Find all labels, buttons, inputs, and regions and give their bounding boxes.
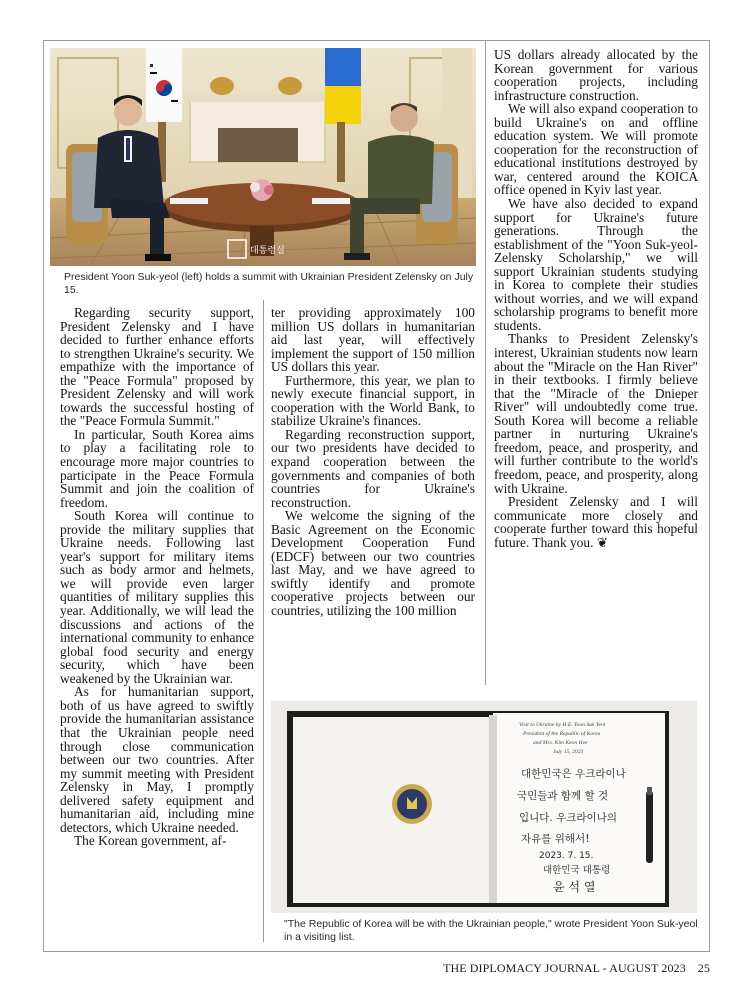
summit-illustration <box>50 48 476 266</box>
col3-paragraph <box>494 495 698 549</box>
col1-paragraph: South Korea will continue to provide the military supplies that Ukraine needs. Following last year's support for military items such as body armor and helmets, we will provide even larger quantities of military supplies this year. Additionally, we will lead the discussions and actions of the international community to enhance global food security and energy security, which have been weakened by the Ukrainian war. <box>60 508 254 686</box>
col3-closing-text: President Zelensky and I will communicate more closely and cooperate further toward this hopeful future. Thank you. <box>494 494 698 550</box>
article-column-3 <box>494 48 698 549</box>
top-photo-caption <box>64 271 484 297</box>
handwriting-line-1: 대한민국은 우크라이나 <box>521 768 626 780</box>
col2-paragraph: Furthermore, this year, we plan to newly execute financial support, in cooperation with the World Bank, to stabilize Ukraine's finances. <box>271 372 475 429</box>
top-photo-caption-text: President Yoon Suk-yeol (left) holds a summit with Ukrainian President Zelensky on July 15. <box>64 271 474 296</box>
col3-paragraph: US dollars already allocated by the Korean government for various cooperation projects, including infrastructure construction. <box>494 47 698 103</box>
article-column-1 <box>60 306 254 848</box>
col3-paragraph: Thanks to President Zelensky's interest, Ukrainian students now learn about the "Miracle on the Han River" in their textbooks. I firmly believe that the "Miracle of the Dnieper River" will undoubtedly come true. South Korea will become a reliable partner in nurturing Ukraine's freedom, peace, and prosperity, and will further contribute to the world's freedom, peace, and prosperity, along with Ukraine. <box>494 331 698 496</box>
inscription-line-1: Visit to Ukraine by H.E. Yoon Suk Yeol <box>519 722 606 728</box>
col1-paragraph: Regarding security support, President Zelensky and I have decided to further enhance efforts to strengthen Ukraine's security. We empathize with the importance of the "Peace Formula" proposed by President Zelensky and will work towards the successful hosting of the "Peace Formula Summit." <box>60 305 254 429</box>
article-column-2 <box>271 306 475 618</box>
handwriting-line-4: 자유를 위해서! <box>521 833 590 845</box>
bottom-photo-caption <box>284 918 702 944</box>
handwriting-line-2: 국민들과 함께 할 것 <box>517 790 609 802</box>
inscription-line-3: and Mrs. Kim Keon Hee <box>533 740 588 746</box>
col3-paragraph: We will also expand cooperation to build Ukraine's on and offline education system. We will promote cooperation for the reconstruction of educational institutions destroyed by war, centered around the KOICA office opened in Kyiv last year. <box>494 101 698 198</box>
col3-paragraph: We have also decided to expand support for Ukraine's future generations. Through the establishment of the "Yoon Suk-yeol-Zelensky Scholarship," we will support Ukrainian students studying in Korea to complete their studies without worries, and we will expand scholarship programs to benefit more students. <box>494 196 698 333</box>
page-footer <box>443 961 710 976</box>
col1-paragraph: In particular, South Korea aims to play a facilitating role to encourage more major countries to participate in the Peace Formula Summit and join the coalition of freedom. <box>60 426 254 510</box>
guestbook-illustration <box>271 701 697 913</box>
inscription-line-2: President of the Republic of Korea <box>523 731 601 737</box>
page-number: 25 <box>697 961 710 975</box>
handwriting-date: 2023. 7. 15. <box>539 851 594 861</box>
handwriting-line-3: 입니다. 우크라이나의 <box>519 812 617 824</box>
end-mark-icon: ❦ <box>596 534 609 550</box>
publication-name: THE DIPLOMACY JOURNAL - AUGUST 2023 <box>443 961 686 975</box>
handwriting-title: 대한민국 대통령 <box>543 865 611 876</box>
col2-paragraph: We welcome the signing of the Basic Agreement on the Economic Development Cooperation Fund (EDCF) between our two countries last May, and we have agreed to swiftly identify and promote cooperative projects between our countries, utilizing the 100 million <box>271 508 475 619</box>
col2-paragraph: Regarding reconstruction support, our two presidents have decided to expand cooperation between the governments and companies of both countries for Ukraine's reconstruction. <box>271 426 475 510</box>
inscription-line-4: July 15, 2023 <box>553 749 584 755</box>
col1-paragraph: As for humanitarian support, both of us have agreed to swiftly provide the humanitarian assistance that the Ukrainian people need through close communication between our two countries. After my summit meeting with President Zelensky in May, I promptly delivered safety equipment and humanitarian aid, including mine detectors, which Ukraine needed. <box>60 684 254 835</box>
column-rule-left <box>263 300 264 942</box>
bottom-photo-caption-text: "The Republic of Korea will be with the Ukrainian people," wrote President Yoon Suk-yeol in a visiting list. <box>284 918 698 943</box>
photo-watermark: 대통령실 <box>250 246 285 256</box>
guestbook-photo <box>271 701 697 913</box>
col2-paragraph: ter providing approximately 100 million US dollars in humanitarian aid last year, will effectively implement the support of 150 million US dollars this year. <box>271 305 475 375</box>
summit-photo <box>50 48 476 266</box>
col1-paragraph: The Korean government, af- <box>74 833 227 849</box>
handwriting-signature: 윤 석 열 <box>553 880 596 894</box>
column-rule-right <box>485 40 486 685</box>
